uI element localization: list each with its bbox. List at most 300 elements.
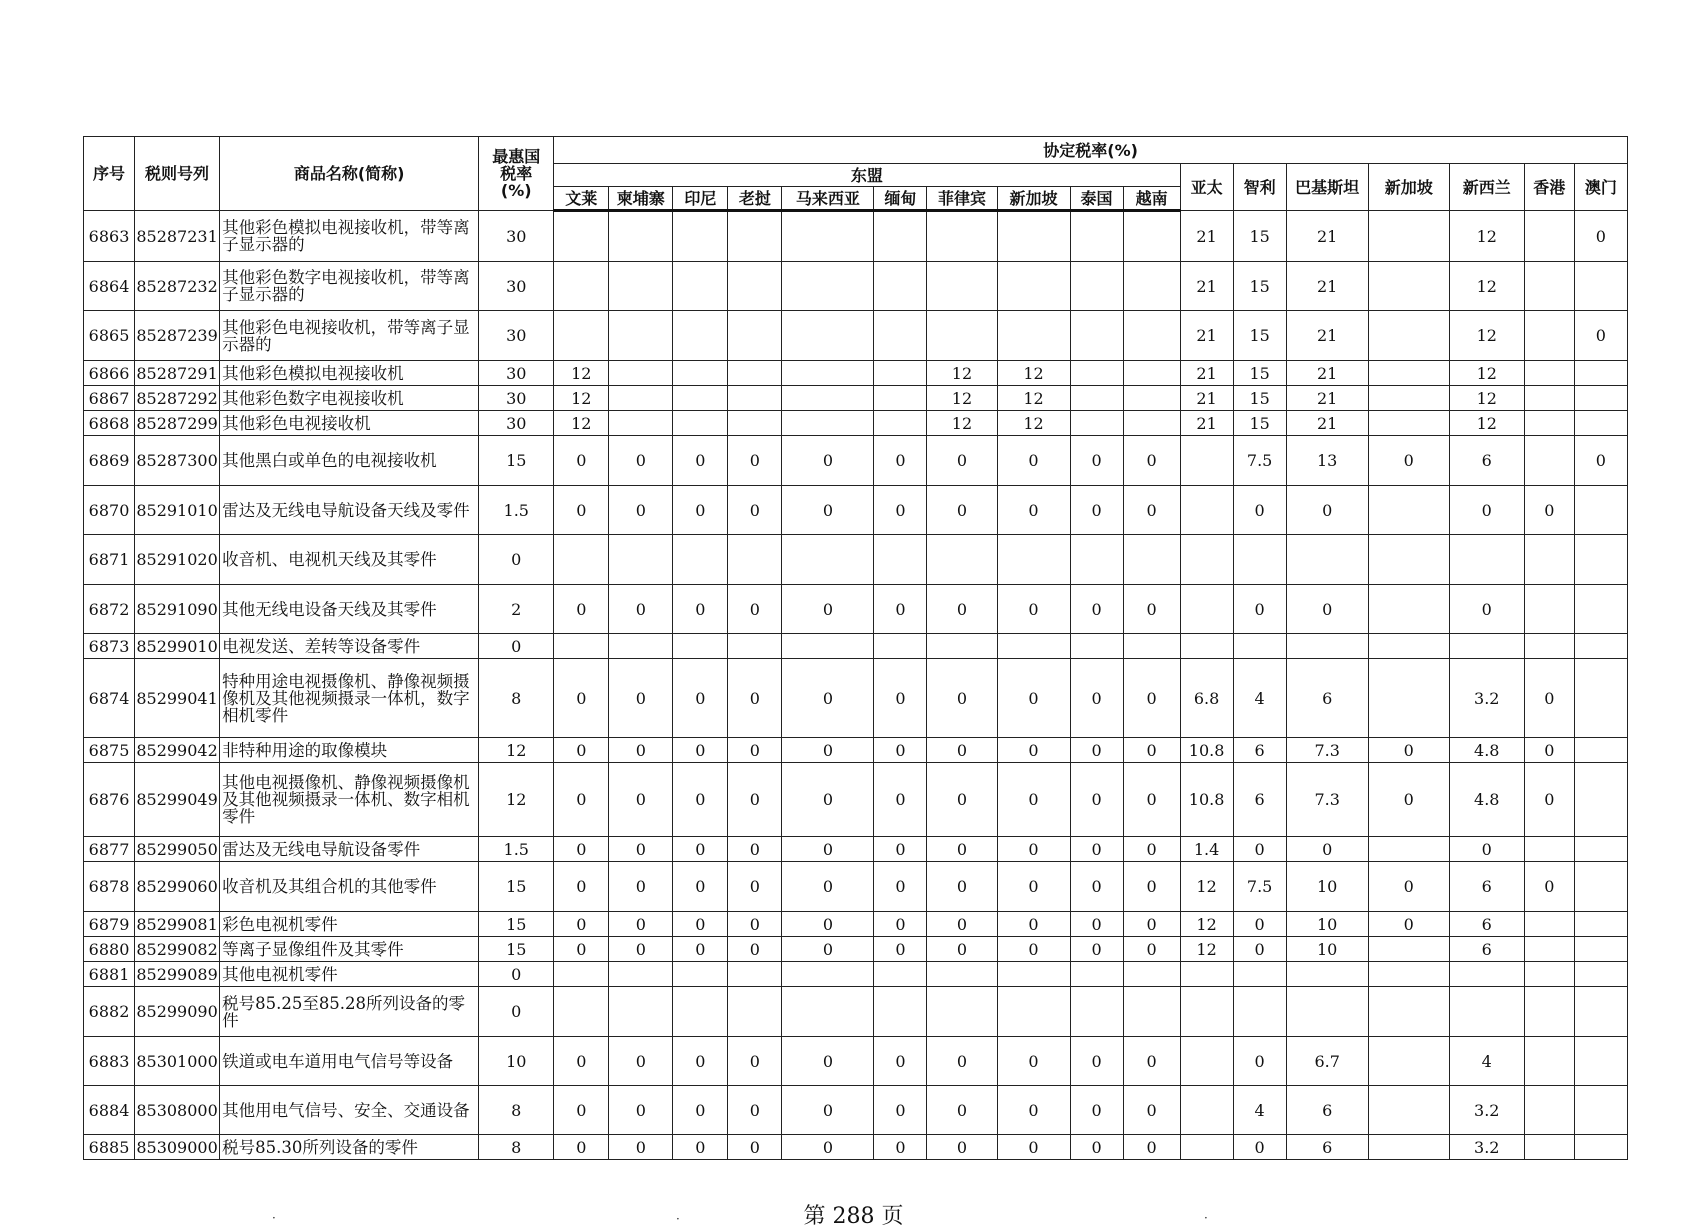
header-other: 新西兰 [1449, 164, 1524, 211]
row-rate [1524, 987, 1574, 1037]
row-rate: 12 [997, 361, 1070, 386]
row-rate [1449, 634, 1524, 659]
row-rate [1368, 486, 1449, 535]
row-code: 85299082 [135, 937, 220, 962]
row-rate: 0 [728, 436, 782, 486]
row-rate: 0 [997, 763, 1070, 837]
header-code: 税则号列 [135, 137, 220, 211]
row-rate [609, 634, 673, 659]
row-rate: 0 [673, 436, 728, 486]
row-rate: 0 [1070, 585, 1123, 634]
row-rate: 0 [1368, 436, 1449, 486]
row-rate: 0 [1368, 763, 1449, 837]
row-rate [609, 262, 673, 311]
row-rate: 0 [1123, 862, 1180, 912]
row-rate: 7.5 [1233, 862, 1286, 912]
row-rate: 0 [1574, 436, 1627, 486]
row-rate: 12 [554, 361, 609, 386]
row-rate: 21 [1180, 262, 1233, 311]
row-rate [782, 311, 874, 361]
row-rate [609, 211, 673, 262]
row-rate [1524, 937, 1574, 962]
row-seq: 6880 [84, 937, 135, 962]
row-rate [554, 987, 609, 1037]
scan-speck: · [676, 1212, 680, 1226]
row-rate: 0 [927, 738, 997, 763]
row-rate: 0 [609, 738, 673, 763]
row-rate: 0 [1123, 436, 1180, 486]
row-rate [874, 211, 927, 262]
row-rate: 21 [1180, 211, 1233, 262]
row-seq: 6876 [84, 763, 135, 837]
row-name: 税号85.30所列设备的零件 [220, 1135, 479, 1160]
row-rate: 21 [1286, 361, 1368, 386]
row-rate: 4 [1449, 1037, 1524, 1086]
row-rate [782, 634, 874, 659]
row-rate: 0 [673, 862, 728, 912]
row-rate [1574, 262, 1627, 311]
row-rate: 6.8 [1180, 659, 1233, 738]
row-rate: 10 [1286, 937, 1368, 962]
row-code: 85287231 [135, 211, 220, 262]
row-rate: 0 [927, 1135, 997, 1160]
row-rate [874, 962, 927, 987]
row-rate [782, 987, 874, 1037]
row-rate [1574, 987, 1627, 1037]
row-rate [554, 311, 609, 361]
row-rate: 0 [1574, 211, 1627, 262]
row-seq: 6877 [84, 837, 135, 862]
row-mfn: 12 [479, 763, 554, 837]
row-rate: 12 [1449, 211, 1524, 262]
row-code: 85299050 [135, 837, 220, 862]
row-rate: 0 [673, 912, 728, 937]
row-name: 其他彩色模拟电视接收机，带等离子显示器的 [220, 211, 479, 262]
row-name: 雷达及无线电导航设备天线及零件 [220, 486, 479, 535]
row-rate: 0 [1070, 862, 1123, 912]
header-asean-country: 越南 [1123, 187, 1180, 211]
row-rate [1070, 386, 1123, 411]
row-rate: 0 [728, 1037, 782, 1086]
row-rate: 0 [1233, 912, 1286, 937]
row-rate [728, 262, 782, 311]
header-mfn-line2: 税率 [500, 164, 533, 183]
row-rate: 6 [1286, 659, 1368, 738]
row-name: 非特种用途的取像模块 [220, 738, 479, 763]
row-rate: 0 [1123, 486, 1180, 535]
row-rate: 6 [1286, 1135, 1368, 1160]
row-rate: 12 [1449, 361, 1524, 386]
row-rate: 0 [1123, 937, 1180, 962]
row-code: 85287239 [135, 311, 220, 361]
row-rate: 12 [1449, 311, 1524, 361]
row-rate: 12 [997, 386, 1070, 411]
row-rate [927, 987, 997, 1037]
row-rate: 6 [1449, 912, 1524, 937]
row-rate: 0 [728, 585, 782, 634]
row-rate: 0 [874, 1086, 927, 1135]
row-rate: 0 [554, 837, 609, 862]
row-rate: 0 [673, 659, 728, 738]
row-rate [1368, 1086, 1449, 1135]
row-rate: 0 [927, 486, 997, 535]
row-rate: 0 [782, 862, 874, 912]
row-rate [782, 962, 874, 987]
row-rate: 0 [1070, 837, 1123, 862]
row-rate [1070, 211, 1123, 262]
row-mfn: 8 [479, 1135, 554, 1160]
row-rate [1368, 262, 1449, 311]
row-rate: 12 [997, 411, 1070, 436]
row-rate [1574, 1086, 1627, 1135]
row-rate: 0 [874, 585, 927, 634]
row-seq: 6863 [84, 211, 135, 262]
row-rate [728, 361, 782, 386]
row-rate: 0 [782, 837, 874, 862]
row-rate [1524, 962, 1574, 987]
table-row [84, 386, 1628, 411]
table-row [84, 535, 1628, 585]
row-seq: 6872 [84, 585, 135, 634]
table-row [84, 1037, 1628, 1086]
row-rate: 0 [927, 763, 997, 837]
row-code: 85299081 [135, 912, 220, 937]
row-rate: 12 [927, 411, 997, 436]
row-rate: 15 [1233, 386, 1286, 411]
row-rate: 6 [1233, 763, 1286, 837]
row-rate [1574, 1037, 1627, 1086]
row-rate [1123, 211, 1180, 262]
row-rate: 0 [927, 1037, 997, 1086]
row-name: 铁道或电车道用电气信号等设备 [220, 1037, 479, 1086]
row-rate [874, 262, 927, 311]
row-rate [1524, 311, 1574, 361]
row-rate [782, 386, 874, 411]
row-rate: 0 [609, 659, 673, 738]
row-rate: 0 [609, 486, 673, 535]
row-code: 85291090 [135, 585, 220, 634]
row-rate: 0 [728, 738, 782, 763]
row-rate: 0 [728, 659, 782, 738]
row-rate [1286, 987, 1368, 1037]
row-rate [609, 962, 673, 987]
row-rate [1070, 361, 1123, 386]
row-rate [782, 361, 874, 386]
row-mfn: 30 [479, 361, 554, 386]
row-rate: 0 [874, 1135, 927, 1160]
row-rate: 0 [782, 1037, 874, 1086]
row-rate [728, 962, 782, 987]
row-rate [1368, 1037, 1449, 1086]
row-name: 税号85.25至85.28所列设备的零件 [220, 987, 479, 1037]
header-other: 澳门 [1574, 164, 1627, 211]
row-rate [1574, 1135, 1627, 1160]
row-rate: 0 [927, 585, 997, 634]
row-rate: 0 [1449, 486, 1524, 535]
row-rate: 10 [1286, 912, 1368, 937]
row-rate: 0 [1123, 659, 1180, 738]
row-rate [997, 262, 1070, 311]
row-rate [782, 535, 874, 585]
row-rate: 4.8 [1449, 763, 1524, 837]
row-rate [728, 634, 782, 659]
row-rate [927, 962, 997, 987]
row-rate: 0 [728, 912, 782, 937]
row-rate [874, 987, 927, 1037]
table-row [84, 837, 1628, 862]
page-number: 第 288 页 [803, 1204, 904, 1229]
row-rate: 0 [927, 436, 997, 486]
row-rate: 4 [1233, 659, 1286, 738]
row-rate: 0 [874, 763, 927, 837]
row-rate [1180, 634, 1233, 659]
row-rate: 0 [874, 862, 927, 912]
header-mfn-line3: (%) [500, 181, 532, 200]
row-mfn: 1.5 [479, 486, 554, 535]
row-mfn: 1.5 [479, 837, 554, 862]
row-mfn: 15 [479, 436, 554, 486]
row-code: 85308000 [135, 1086, 220, 1135]
row-rate: 21 [1286, 386, 1368, 411]
row-rate [1368, 211, 1449, 262]
row-rate: 10.8 [1180, 738, 1233, 763]
row-rate [554, 962, 609, 987]
row-rate: 0 [782, 585, 874, 634]
row-rate [1070, 535, 1123, 585]
row-rate: 0 [997, 912, 1070, 937]
row-code: 85299042 [135, 738, 220, 763]
row-rate: 0 [673, 937, 728, 962]
row-name: 其他无线电设备天线及其零件 [220, 585, 479, 634]
row-rate [1070, 411, 1123, 436]
row-rate [1368, 987, 1449, 1037]
row-seq: 6882 [84, 987, 135, 1037]
row-rate [728, 211, 782, 262]
row-seq: 6869 [84, 436, 135, 486]
row-rate [1524, 411, 1574, 436]
row-rate: 0 [874, 837, 927, 862]
row-rate: 15 [1233, 361, 1286, 386]
row-rate [673, 634, 728, 659]
row-rate [1574, 634, 1627, 659]
row-rate [997, 987, 1070, 1037]
row-rate: 21 [1286, 211, 1368, 262]
row-rate: 0 [1233, 937, 1286, 962]
table-row [84, 1135, 1628, 1160]
row-rate: 0 [728, 862, 782, 912]
row-rate: 0 [782, 486, 874, 535]
scan-speck: · [1204, 1211, 1208, 1225]
row-rate [1368, 361, 1449, 386]
row-rate [1574, 386, 1627, 411]
row-rate [1286, 535, 1368, 585]
row-rate [1233, 987, 1286, 1037]
row-name: 其他彩色数字电视接收机，带等离子显示器的 [220, 262, 479, 311]
row-rate: 0 [1123, 912, 1180, 937]
row-seq: 6870 [84, 486, 135, 535]
row-rate: 12 [1449, 262, 1524, 311]
row-rate [1368, 837, 1449, 862]
row-rate: 6 [1449, 862, 1524, 912]
row-rate: 7.5 [1233, 436, 1286, 486]
row-mfn: 8 [479, 1086, 554, 1135]
row-rate: 6.7 [1286, 1037, 1368, 1086]
row-rate: 0 [673, 1037, 728, 1086]
row-rate: 1.4 [1180, 837, 1233, 862]
row-rate: 0 [927, 937, 997, 962]
row-name: 其他黑白或单色的电视接收机 [220, 436, 479, 486]
row-rate: 0 [1070, 486, 1123, 535]
row-name: 其他用电气信号、安全、交通设备 [220, 1086, 479, 1135]
row-rate [1574, 585, 1627, 634]
row-rate: 12 [1180, 862, 1233, 912]
row-rate: 0 [1233, 1135, 1286, 1160]
row-rate: 0 [782, 912, 874, 937]
row-rate [1286, 962, 1368, 987]
row-rate [1574, 937, 1627, 962]
row-rate [1574, 411, 1627, 436]
row-mfn: 30 [479, 211, 554, 262]
row-name: 收音机、电视机天线及其零件 [220, 535, 479, 585]
row-name: 其他彩色电视接收机，带等离子显示器的 [220, 311, 479, 361]
row-rate [1524, 1037, 1574, 1086]
row-rate: 0 [1286, 837, 1368, 862]
row-seq: 6867 [84, 386, 135, 411]
row-rate: 0 [1233, 585, 1286, 634]
row-rate: 0 [1123, 1037, 1180, 1086]
row-rate [874, 634, 927, 659]
row-rate: 0 [1070, 659, 1123, 738]
row-rate [728, 386, 782, 411]
row-rate [1123, 311, 1180, 361]
row-rate: 7.3 [1286, 738, 1368, 763]
row-rate [782, 411, 874, 436]
row-mfn: 2 [479, 585, 554, 634]
row-rate: 0 [997, 1086, 1070, 1135]
row-rate [554, 535, 609, 585]
row-rate: 0 [1233, 1037, 1286, 1086]
row-code: 85299089 [135, 962, 220, 987]
row-rate: 21 [1180, 311, 1233, 361]
row-mfn: 12 [479, 738, 554, 763]
row-rate [609, 987, 673, 1037]
row-rate [1070, 987, 1123, 1037]
row-name: 彩色电视机零件 [220, 912, 479, 937]
row-rate: 0 [1070, 1135, 1123, 1160]
row-rate: 10 [1286, 862, 1368, 912]
table-row [84, 912, 1628, 937]
row-rate [997, 634, 1070, 659]
row-rate: 0 [997, 1135, 1070, 1160]
row-rate [1123, 634, 1180, 659]
row-rate [673, 311, 728, 361]
row-rate [1524, 912, 1574, 937]
row-code: 85299090 [135, 987, 220, 1037]
row-rate: 15 [1233, 262, 1286, 311]
row-seq: 6885 [84, 1135, 135, 1160]
row-rate [1180, 535, 1233, 585]
row-rate: 0 [1574, 311, 1627, 361]
row-rate: 0 [1070, 912, 1123, 937]
row-code: 85287291 [135, 361, 220, 386]
header-other: 亚太 [1180, 164, 1233, 211]
row-rate: 0 [997, 738, 1070, 763]
row-rate [1180, 436, 1233, 486]
row-name: 雷达及无线电导航设备零件 [220, 837, 479, 862]
row-rate: 15 [1233, 411, 1286, 436]
row-seq: 6884 [84, 1086, 135, 1135]
table-row [84, 311, 1628, 361]
row-rate [673, 987, 728, 1037]
row-rate [673, 535, 728, 585]
row-rate: 0 [874, 436, 927, 486]
header-asean-country: 老挝 [728, 187, 782, 211]
row-rate [1233, 634, 1286, 659]
row-rate: 0 [874, 486, 927, 535]
row-rate: 4.8 [1449, 738, 1524, 763]
row-rate: 0 [554, 1086, 609, 1135]
row-rate [673, 262, 728, 311]
row-rate [927, 634, 997, 659]
row-rate [673, 361, 728, 386]
table-row [84, 763, 1628, 837]
row-rate [609, 535, 673, 585]
row-rate [1368, 659, 1449, 738]
row-rate [1180, 486, 1233, 535]
table-row [84, 962, 1628, 987]
row-rate: 12 [927, 361, 997, 386]
row-rate: 0 [554, 1135, 609, 1160]
header-asean-country: 菲律宾 [927, 187, 997, 211]
row-rate [1368, 962, 1449, 987]
row-rate: 0 [554, 486, 609, 535]
header-asean-country: 文莱 [554, 187, 609, 211]
row-rate [1574, 837, 1627, 862]
row-mfn: 0 [479, 634, 554, 659]
row-rate: 0 [554, 738, 609, 763]
row-rate [1574, 862, 1627, 912]
header-asean-country: 印尼 [673, 187, 728, 211]
row-name: 特种用途电视摄像机、静像视频摄像机及其他视频摄录一体机，数字相机零件 [220, 659, 479, 738]
row-rate: 0 [997, 436, 1070, 486]
row-rate: 13 [1286, 436, 1368, 486]
row-rate: 0 [609, 937, 673, 962]
row-name: 其他彩色数字电视接收机 [220, 386, 479, 411]
row-rate [1449, 987, 1524, 1037]
row-rate: 0 [927, 912, 997, 937]
row-rate [1574, 486, 1627, 535]
row-rate: 3.2 [1449, 659, 1524, 738]
row-rate: 0 [997, 585, 1070, 634]
row-rate: 0 [927, 862, 997, 912]
row-rate: 0 [728, 837, 782, 862]
row-rate [1524, 386, 1574, 411]
row-rate: 0 [1368, 912, 1449, 937]
tariff-table [83, 136, 1628, 1160]
row-rate: 0 [1123, 763, 1180, 837]
row-rate [1368, 585, 1449, 634]
row-rate [1574, 535, 1627, 585]
row-rate: 0 [1123, 837, 1180, 862]
row-rate: 0 [1524, 738, 1574, 763]
row-rate [997, 962, 1070, 987]
row-rate [1574, 659, 1627, 738]
row-code: 85301000 [135, 1037, 220, 1086]
row-rate [1233, 962, 1286, 987]
row-rate [1180, 585, 1233, 634]
row-rate: 0 [1070, 1086, 1123, 1135]
row-mfn: 0 [479, 962, 554, 987]
